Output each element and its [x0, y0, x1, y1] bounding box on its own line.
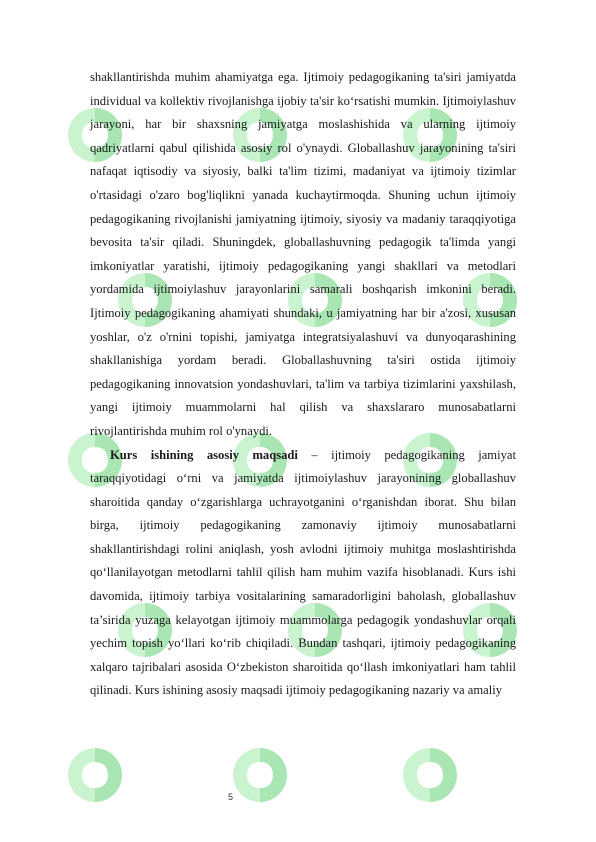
watermark-logo-icon	[225, 740, 295, 810]
paragraph-1: shakllantirishda muhim ahamiyatga ega. Ijtimoiy pedagogikaning ta'siri jamiyatda individual va kollektiv rivojlanishga ijobiy ta'sir ko‘rsatishi mumkin. Ijtimoiylashuv jarayoni, har bir shaxsning jamiyatga moslashishida va ularning ijtimoiy qadriyatlarni qabul qilishida asosiy rol o'ynaydi. Globallashuv jarayonining ta'siri nafaqat iqtisodiy va siyosiy, balki ta'lim tizimi, madaniyat va ijtimoiy tizimlar o'rtasidagi o'zaro bog'liqlikni yanada kuchaytirmoqda. Shuning uchun ijtimoiy pedagogikaning rivojlanishi jamiyatning ijtimoiy, siyosiy va madaniy taraqqiyotiga bevosita ta'sir qiladi. Shuningdek, globallashuvning pedagogik ta'limda yangi imkoniyatlar yaratishi, ijtimoiy pedagogikaning yangi shakllari va metodlari yordamida ijtimoiylashuv jarayonlarini samarali boshqarish imkonini beradi. Ijtimoiy pedagogikaning ahamiyati shundaki, u jamiyatning har bir a'zosi, xususan yoshlar, o'z o'rnini topishi, jamiyatga integratsiyalashuvi va dunyoqarashining shakllanishiga yordam beradi. Globallashuvning ta'siri ostida ijtimoiy pedagogikaning innovatsion yondashuvlari, ta'lim va tarbiya tizimlarini yaxshilash, yangi ijtimoiy muammolarni hal qilish va shaxslararo munosabatlarni rivojlantirishda muhim rol o'ynaydi.	[90, 70, 516, 438]
page-number: 5	[228, 792, 234, 802]
watermark-logo-icon	[395, 740, 465, 810]
watermark-logo-icon	[60, 740, 130, 810]
body-text	[90, 66, 516, 703]
paragraph-2	[90, 444, 516, 704]
paragraph-2-text: – ijtimoiy pedagogikaning jamiyat taraqqiyotidagi o‘rni va jamiyatda ijtimoiylashuv jarayonining globallashuv sharoitida qanday o‘zgarishlarga uchrayotganini o‘rganishdan iborat. Shu bilan birga, ijtimoiy pedagogikaning zamonaviy ijtimoiy munosabatlarni shakllantirishdagi rolini aniqlash, yosh avlodni ijtimoiy muhitga moslashtirishda qo‘llanilayotgan metodlarni tahlil qilish ham muhim vazifa hisoblanadi. Kurs ishi davomida, ijtimoiy tarbiya vositalarining samaradorligini baholash, globallashuv ta’sirida yuzaga kelayotgan ijtimoiy muammolarga pedagogik yondashuvlar orqali yechim topish yo‘llari ko‘rib chiqiladi. Bundan tashqari, ijtimoiy pedagogikaning xalqaro tajribalari asosida O‘zbekiston sharoitida qo‘llash imkoniyatlari ham tahlil qilinadi. Kurs ishining asosiy maqsadi ijtimoiy pedagogikaning nazariy va amaliy	[90, 447, 516, 698]
paragraph-2-bold-lead: Kurs ishining asosiy maqsadi	[110, 447, 298, 462]
